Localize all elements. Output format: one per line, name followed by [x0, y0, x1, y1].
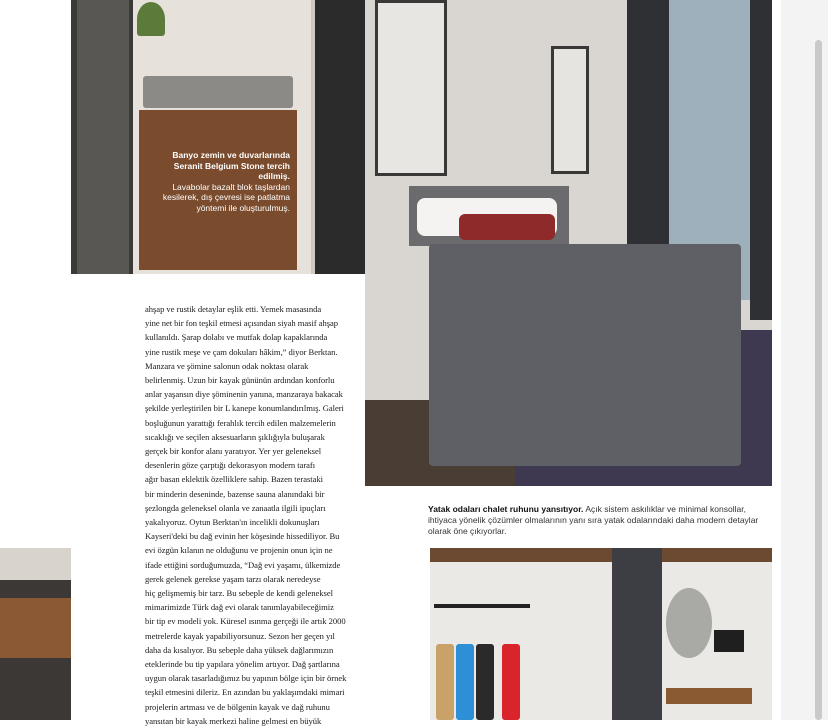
bathroom-caption-text: Lavabolar bazalt blok taşlardan kesilerek, dış çevresi ise patlatma yöntemi ile oluşturulmuş.: [162, 181, 290, 213]
article-body-line: desenlerin göze çarptığı dekorasyon modern tarafı: [145, 460, 316, 471]
article-body-line: şezlongda geleneksel olanla ve zanaatla ilgili ipuçları: [145, 502, 326, 513]
article-body-line: gerçek bir konfor alanı yaratıyor. Yer yer geleneksel: [145, 446, 322, 457]
article-body-line: hiç gelişmemiş bir tarz. Bu sebeple de kendi geleneksel: [145, 588, 333, 599]
article-body-line: eteklerinde bu tip yapılara yönelim artıyor. Dağ şartlarına: [145, 659, 340, 670]
closet-photo: [430, 548, 772, 720]
article-body-line: yakalıyoruz. Oytun Berktan'ın incelikli dokunuşları: [145, 517, 320, 528]
article-body-line: metrelerde kayak yapabiliyorsunuz. Sezon her geçen yıl: [145, 630, 335, 641]
article-body-line: Kayseri'deki bu dağ evinin her köşesinde hissediliyor. Bu: [145, 531, 340, 542]
article-body-line: yine net bir fon teşkil etmesi açısından siyah masif ahşap: [145, 318, 339, 329]
bathroom-photo: [71, 0, 365, 274]
bedroom-caption-text: Açık sistem askılıklar ve minimal konsollar, ihtiyaca yönelik çözümler olmalarının yanı sıra yatak odalarındaki daha modern detaylar olarak öne çıkıyorlar.: [428, 504, 759, 536]
article-body-line: bir tip ev modeli yok. Küresel ısınma gerçeği ile artık 2000: [145, 616, 346, 627]
article-body-line: sıcaklığı ve seçilen aksesuarların şıklığıyla buluşarak: [145, 431, 325, 442]
article-body-line: Manzara ve şömine salonun odak noktası olarak: [145, 360, 309, 371]
article-body-line: yansıtan bir kayak merkezi haline gelmesi en büyük: [145, 715, 322, 726]
article-body-line: boşluğunun yarattığı ferahlık tercih edilen malzemelerin: [145, 417, 336, 428]
article-body-line: daha da kısalıyor. Bu sebeple daha yüksek dağlarımızın: [145, 644, 334, 655]
coat: [502, 644, 520, 720]
article-body-line: kullanıldı. Şarap dolabı ve mutfak dolap kapaklarında: [145, 332, 328, 343]
article-body-line: ahşap ve rustik detaylar eşlik etti. Yemek masasında: [145, 304, 322, 314]
article-body-line: teşkil etmesini dileriz. En azından bu yaklaşımdaki mimari: [145, 687, 345, 698]
article-body-line: projelerin artması ve de bölgenin kayak ve dağ ruhunu: [145, 701, 330, 712]
bathroom-caption: [152, 150, 290, 213]
bedroom-caption: [428, 504, 772, 537]
article-body-line: şekilde yerleştirilen bir L kanepe konumlandırılmış. Galeri: [145, 403, 344, 414]
bedroom-caption-bold: Yatak odaları chalet ruhunu yansıtıyor.: [428, 504, 584, 514]
coat: [476, 644, 494, 720]
article-body-line: belirlenmiş. Uzun bir kayak gününün ardından konforlu: [145, 375, 335, 386]
article-body-line: evi özgün kılanın ne olduğunu ve projenin onun için ne: [145, 545, 333, 556]
article-body-line: mimarimizde Türk dağ evi olarak tanımlayabileceğimiz: [145, 602, 334, 613]
kitchen-photo: [0, 548, 71, 720]
bathroom-caption-bold: Banyo zemin ve duvarlarında Seranit Belgium Stone tercih edilmiş.: [172, 150, 290, 181]
article-body-line: uygun olarak tasarladığımız bu yapının bölge için bir örnek: [145, 673, 347, 684]
article-body-line: ağır basan eklektik özelliklere sahip. Bazen terastaki: [145, 474, 323, 485]
article-body-line: anlar yaşansın diye şöminenin yanına, manzaraya bakacak: [145, 389, 343, 400]
article-body-line: ifade ettiğini sorduğumuzda, “Dağ evi yaşamı, ülkemizde: [145, 559, 341, 570]
page-scrollbar-thumb[interactable]: [815, 40, 822, 720]
article-body-line: yine rustik meşe ve çam dokuları hâkim,” diyor Berktan.: [145, 346, 338, 357]
article-body-text: [145, 302, 407, 728]
bedroom-photo: [365, 0, 772, 486]
article-body-line: gerek gelenek gerekse yaşam tarzı olarak neredeyse: [145, 573, 321, 584]
coat: [436, 644, 454, 720]
article-body-line: bir minderin deseninde, bazense sauna alanındaki bir: [145, 488, 325, 499]
coat: [456, 644, 474, 720]
